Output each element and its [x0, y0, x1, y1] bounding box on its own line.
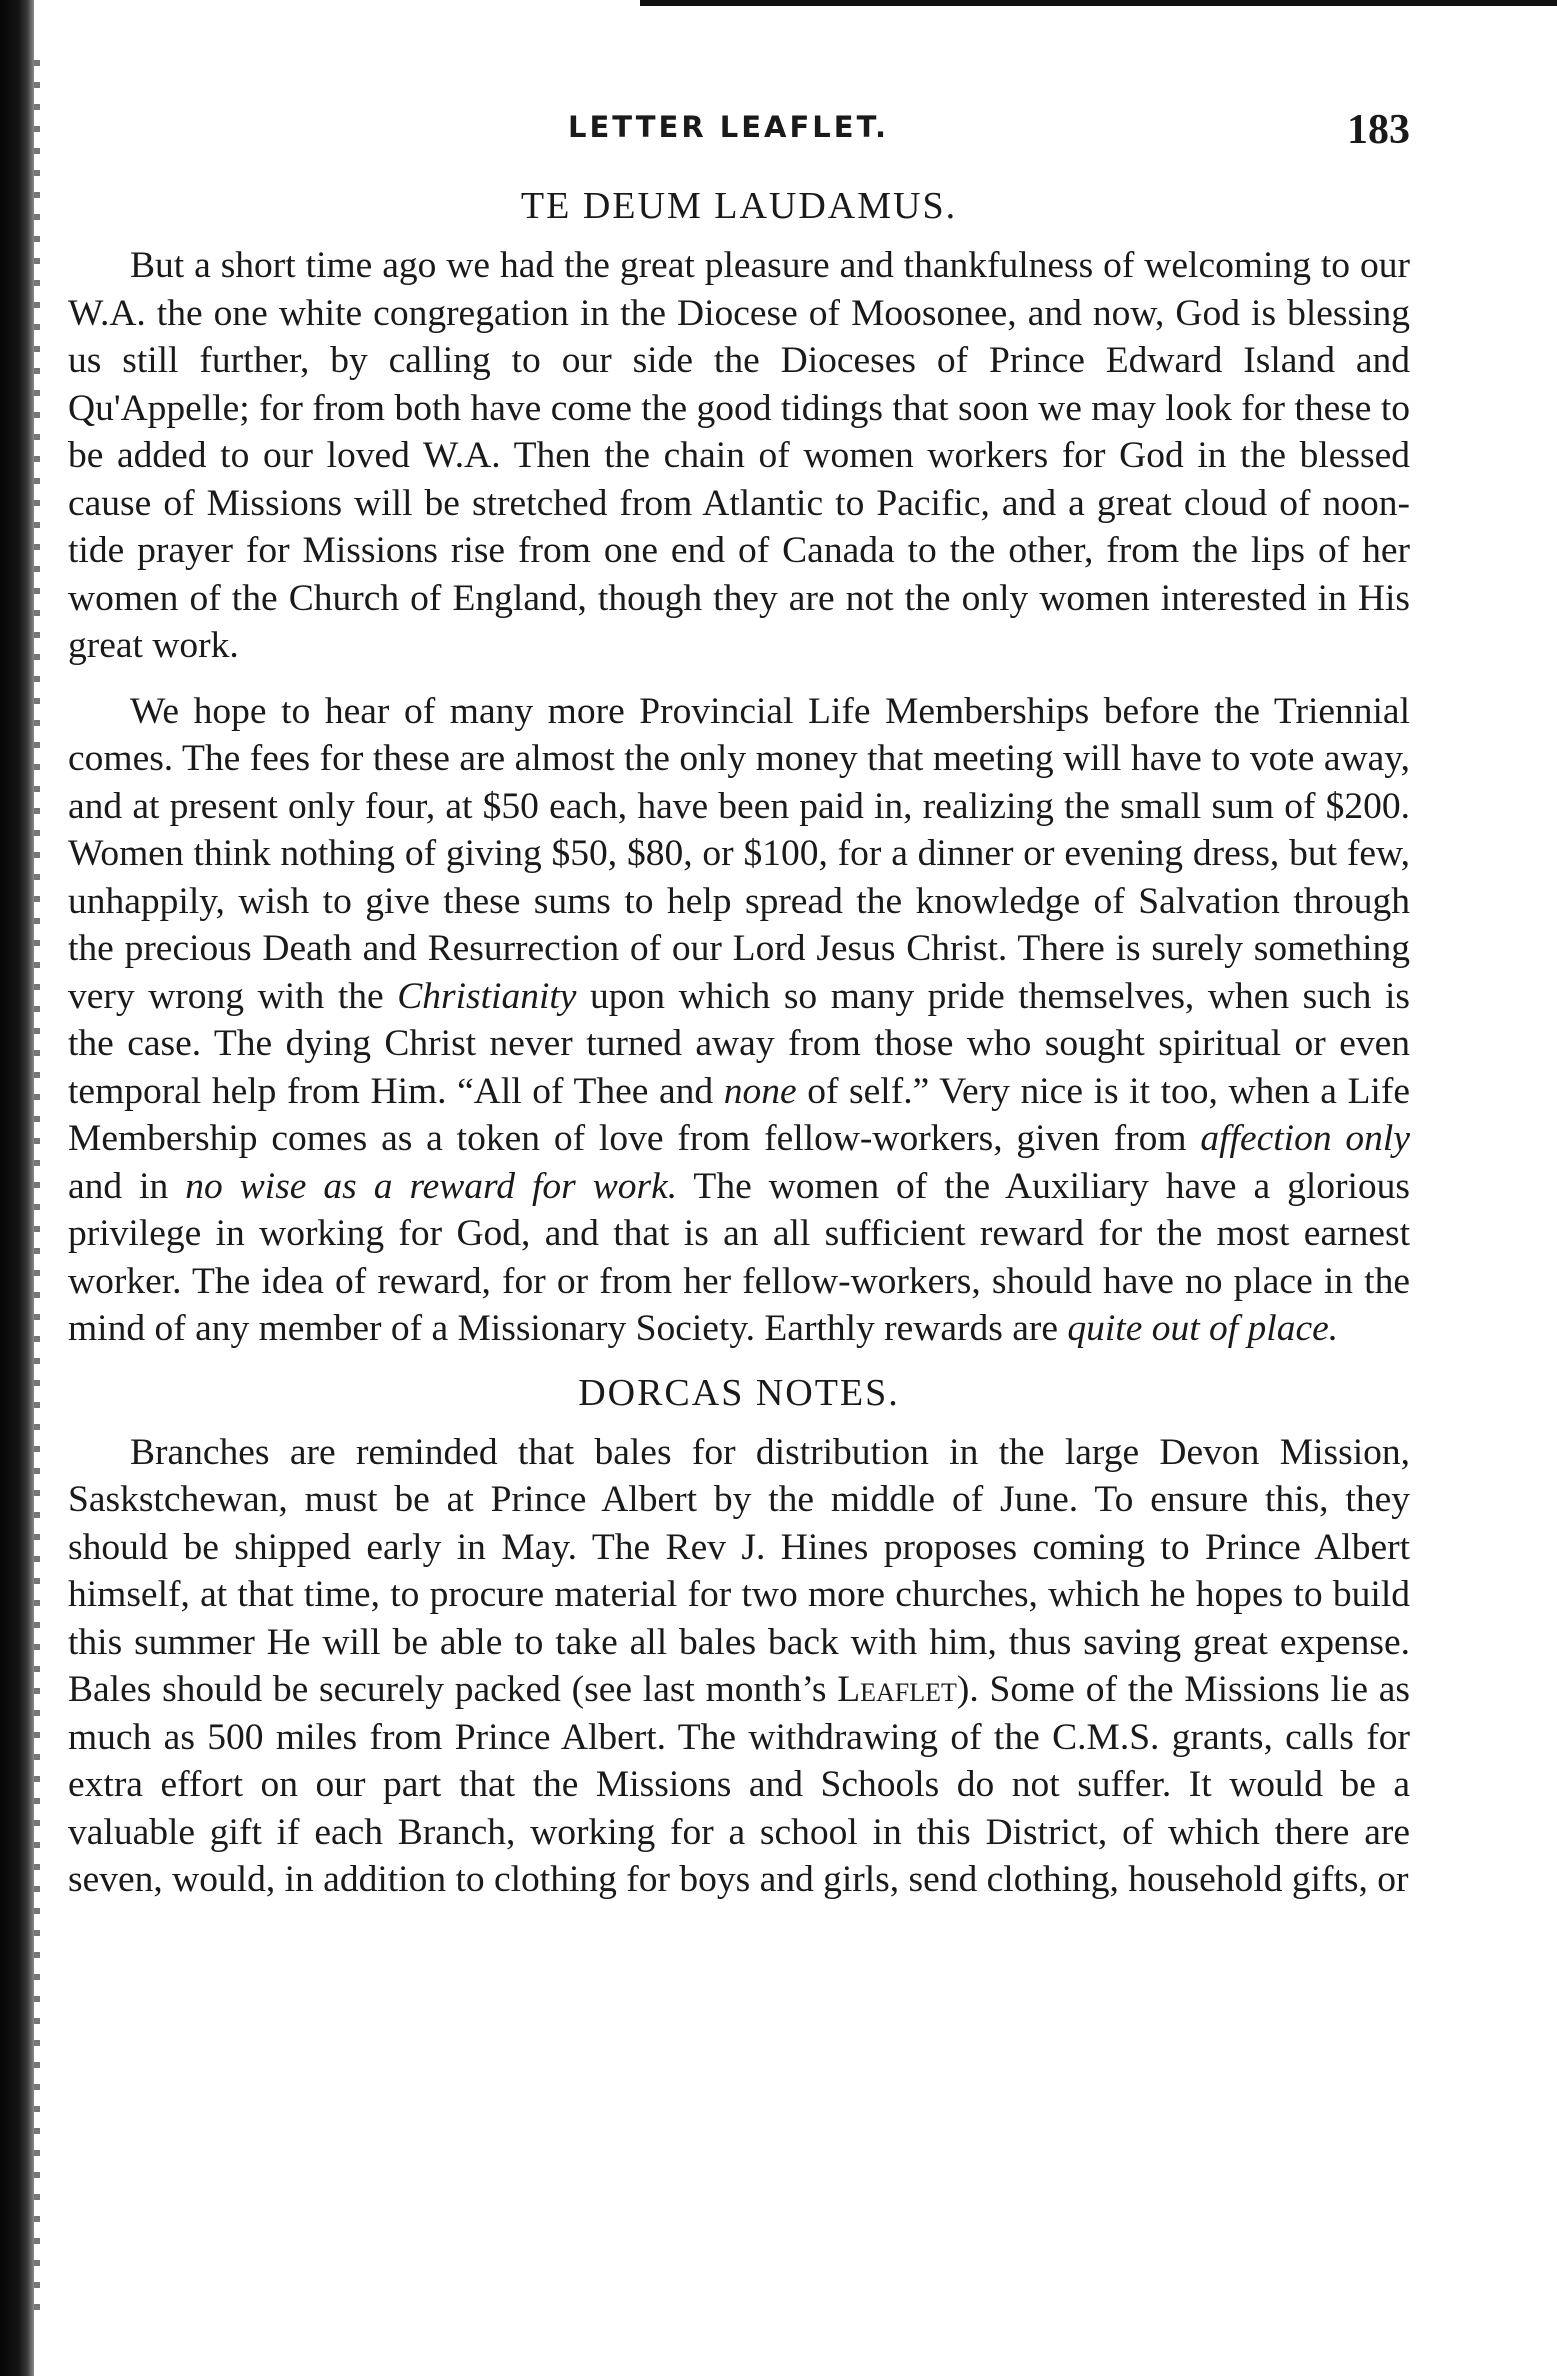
emphasis-christianity: Christianity	[397, 975, 577, 1017]
text-run: of self.” Very nice is it too, when a Life Membership comes as a token of love from fellow-workers, given from	[68, 1070, 1410, 1159]
section-title-dorcas-notes: DORCAS NOTES.	[578, 1371, 900, 1414]
page	[68, 107, 1411, 1922]
text-run: Branches are reminded that bales for distribution in the large Devon Mission, Saskstchewan, must be at Prince Albert by the middle of June. To ensure this, they should be shipped early in May. The Rev J. Hines proposes coming to Prince Albert himself, at that time, to procure material for two more churches, which he hopes to build this summer He will be able to take all bales back with him, thus saving great expense. Bales should be securely packed (see last month’s	[68, 1431, 1410, 1710]
emphasis-none: none	[723, 1070, 797, 1112]
section-title-te-deum: TE DEUM LAUDAMUS.	[520, 185, 958, 227]
page-number: 183	[1347, 107, 1410, 153]
top-edge-rule	[640, 0, 1557, 6]
leaflet-title: LETTER LEAFLET.	[568, 110, 889, 144]
text-run: ). Some of the Missions lie as much as 500 miles from Prince Albert. The withdrawing of the C.M.S. grants, calls for extra effort on our part that the Missions and Schools do not suffer. It would be a valuable gift if each Branch, working for a school in this District, of which there are seven, would, in addition to clothing for boys and girls, send clothing, household gifts, or	[68, 1669, 1410, 1900]
small-caps-leaflet: Leaflet	[837, 1669, 957, 1710]
text-run: We hope to hear of many more Provincial Life Memberships before the Triennial comes. The fees for these are almost the only money that meeting will have to vote away, and at present only four, at $50 each, have been paid in, realizing the small sum of $200. Women think nothing of giving $50, $80, or $100, for a dinner or evening dress, but few, unhappily, wish to give these sums to help spread the knowledge of Salvation through the precious Death and Resurrection of our Lord Jesus Christ. There is surely something very wrong with the	[68, 690, 1410, 1017]
emphasis-no-wise: no wise as a reward for work.	[185, 1165, 678, 1207]
paragraph-te-deum-1: But a short time ago we had the great pleasure and thankfulness of welcoming to our W.A. the one white congregation in the Diocese of Moosonee, and now, God is blessing us still further, by calling to our side the Dioceses of Prince Edward Island and Qu'Appelle; for from both have come the good tidings that soon we may look for these to be added to our loved W.A. Then the chain of women workers for God in the blessed cause of Missions will be stretched from Atlantic to Pacific, and a great cloud of noon-tide prayer for Missions rise from one end of Canada to the other, from the lips of her women of the Church of England, though they are not the only women interested in His great work.	[68, 245, 1410, 666]
book-binding-edge	[0, 0, 34, 2376]
emphasis-quite-out-of-place: quite out of place.	[1067, 1308, 1339, 1349]
text-run: The women of the Auxiliary have a glorious privilege in working for God, and that is an all sufficient reward for the most earnest worker. The idea of reward, for or from her fellow-workers, should have no place in the mind of any member of a Missionary Society. Earthly rewards are	[68, 1165, 1410, 1349]
emphasis-affection-only: affection only	[1200, 1118, 1410, 1159]
paragraph-dorcas-1	[68, 1429, 1410, 1904]
paragraph-te-deum-2	[68, 688, 1410, 1353]
running-head	[68, 107, 1410, 170]
text-run: and in	[68, 1165, 186, 1207]
text-run: upon which so many pride themselves, when such is the case. The dying Christ never turned away from those who sought spiritual or even temporal help from Him. “All of Thee and	[68, 975, 1411, 1112]
